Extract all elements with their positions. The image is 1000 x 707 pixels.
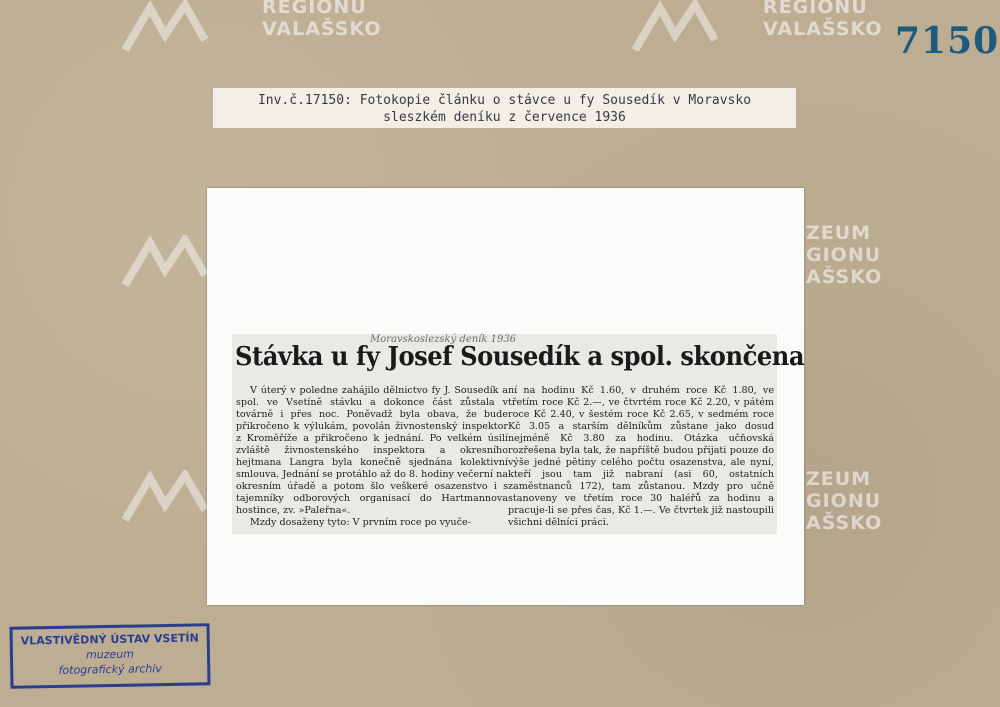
stamp-line: muzeum (85, 647, 135, 662)
inventory-number: 7150 (895, 20, 1000, 62)
article-paragraph: ní na hodinu Kč 1.60, v druhém roce Kč 1.80, ve třetím roce Kč 2.—, ve čtvrtém roce Kč 2.20, v pátém roce Kč 2.40, v šestém roce Kč 2.65, v sedmém roce Kč 3.05 a starším dělníkům zůstane jako dosud nejméně Kč 3.80 za hodinu. Otázka učňovská rozřešena byla tak, že napříště budou přijati pouze do výše jedné pětiny celého počtu osazenstva, ale nyní, kteří jsou tam již nabraní (asi 60, ostatních zaměstnanců 172), tam zůstanou. Mzdy pro učně stanoveny ve třetím roce 30 haléřů za hodinu a pracuje-li se přes čas, Kč 1.—. Ve čtvrtek již nastoupili všichni dělníci práci. (508, 385, 774, 528)
watermark-text: ZEUM GIONU AŠSKO (806, 468, 883, 534)
article-paragraph: Mzdy dosaženy tyto: V prvním roce po vyuče- (250, 517, 471, 528)
article-headline: Stávka u fy Josef Sousedík a spol. skončena (235, 342, 805, 372)
stamp-line: fotografický archiv (58, 662, 162, 677)
handwritten-note: Moravskoslezský deník 1936 (370, 334, 517, 345)
stamp-line: VLASTIVĚDNÝ ÚSTAV VSETÍN (20, 631, 199, 648)
article-paragraph: V úterý v poledne zahájilo dělnictvo fy J. Sousedík a spol. ve Vsetíně stávku a dokonce část zůstala v továrně i přes noc. Poněvadž byla obava, že bude přikročeno k výlukám, povolán živnostenský inspektor z Kroměříže a přikročeno k jednání. Po velkém úsilí zvláště živnostenského inspektora a okresního hejtmana Langra byla konečně sjednána kolektivní smlouva. Jednání se protáhlo až do 8. hodiny večerní na okresním úřadě a potom šlo veškeré osazenstvo i s tajemníky odborových organisací do Hartmannova hostince, zv. »Paleřna«. (236, 385, 508, 516)
museum-logo-watermark (120, 0, 230, 60)
article-column-1 (236, 385, 508, 529)
archive-stamp (9, 623, 210, 688)
watermark-text: REGIONU VALAŠSKO (262, 0, 382, 40)
caption-line: sleszkém deníku z července 1936 (383, 110, 626, 125)
museum-logo-watermark (630, 0, 740, 60)
caption-line: Inv.č.17150: Fotokopie článku o stávce u fy Sousedík v Moravsko (257, 93, 752, 108)
caption-strip (213, 88, 796, 128)
article-column-2 (508, 385, 774, 529)
watermark-text: REGIONU VALAŠSKO (763, 0, 883, 40)
watermark-text: ZEUM GIONU AŠSKO (806, 222, 883, 288)
